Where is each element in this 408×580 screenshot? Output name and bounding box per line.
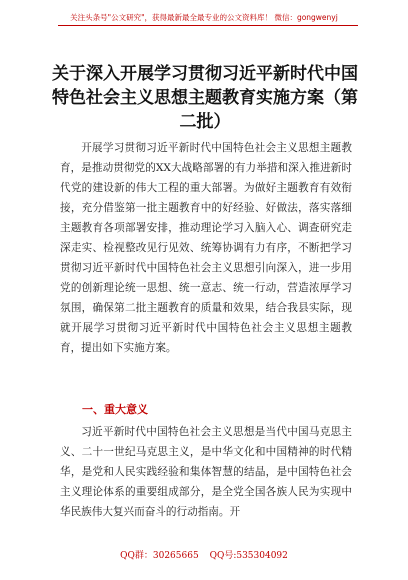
header-banner: 关注头条号"公文研究"，获得最新最全最专业的公文资料库！ 微信：gongwenyj — [70, 13, 338, 22]
header-divider — [58, 25, 358, 26]
footer-qq-group: QQ群：30265665 — [120, 551, 199, 561]
section-heading: 一、重大意义 — [82, 403, 148, 416]
document-title: 关于深入开展学习贯彻习近平新时代中国特色社会主义思想主题教育实施方案（第二批） — [52, 64, 358, 132]
footer-contact — [0, 548, 408, 561]
body-paragraph-1: 开展学习贯彻习近平新时代中国特色社会主义思想主题教育，是推动贯彻党的XX大战略部署的有力举措和深入推进新时代党的建设新的伟大工程的重大部署。为做好主题教育有效衔接，充分借鉴第一批主题教育中的好经验、好做法，落实落细主题教育各项部署安排，推动理论学习入脑入心、调查研究走深走实、检视整改见行见效、统筹协调有力有序，不断把学习贯彻习近平新时代中国特色社会主义思想引向深入，进一步用党的创新理论统一思想、统一意志、统一行动，营造浓厚学习氛围，确保第二批主题教育的质量和效果，结合我县实际，现就开展学习贯彻习近平新时代中国特色社会主义思想主题教育，提出如下实施方案。 — [60, 142, 352, 354]
body-paragraph-2: 习近平新时代中国特色社会主义思想是当代中国马克思主义、二十一世纪马克思主义，是中华文化和中国精神的时代精华，是党和人民实践经验和集体智慧的结晶，是中国特色社会主义理论体系的重要组成部分，是全党全国各族人民为实现中华民族伟大复兴而奋斗的行动指南。开 — [60, 426, 352, 518]
footer-qq-number: QQ号:535304092 — [209, 551, 288, 561]
